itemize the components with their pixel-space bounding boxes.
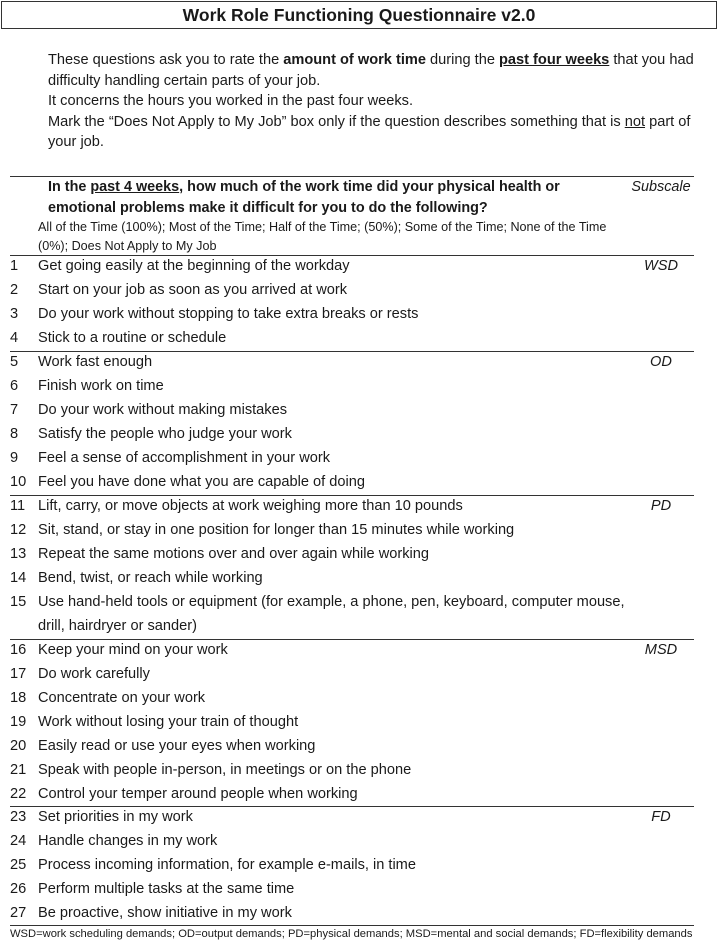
item-number: 26 [10,881,27,897]
item-number: 1 [10,258,19,274]
item-number: 17 [10,666,27,682]
item-number: 12 [10,522,27,538]
item-number: 19 [10,714,27,730]
item-text: Use hand-held tools or equipment (for example, a phone, pen, keyboard, computer mouse, drill, hairdryer or sander) [38,594,625,634]
item-number: 14 [10,570,27,586]
instruction-line-3 [48,112,713,153]
item-number: 7 [10,402,19,418]
item-number: 13 [10,546,27,562]
document-title [1,1,717,29]
item-text: Do your work without stopping to take extra breaks or rests [38,306,419,322]
text: These questions ask you to rate the [48,52,284,68]
item-text: Perform multiple tasks at the same time [38,881,295,897]
item-number: 20 [10,738,27,754]
item-text: Be proactive, show initiative in my work [38,905,292,921]
item-subscale: PD [650,498,672,514]
instruction-line-2: It concerns the hours you worked in the past four weeks. [48,93,414,110]
text: In the [48,179,91,195]
item-number: 8 [10,426,19,442]
item-text: Do your work without making mistakes [38,402,287,418]
item-number: 10 [10,474,27,490]
item-text: Speak with people in-person, in meetings or on the phone [38,762,412,778]
underlined-emphasis-text: past four weeks [499,52,610,68]
item-text: Get going easily at the beginning of the workday [38,258,350,274]
item-text: Keep your mind on your work [38,642,228,658]
response-options: All of the Time (100%); Most of the Time; Half of the Time; (50%); Some of the Time; None of the Time (0%); Does Not Apply to My Job [38,220,607,253]
text: during the [425,52,499,68]
subscale-column-header: Subscale [631,179,691,195]
item-text: Satisfy the people who judge your work [38,426,292,442]
underlined-text: past 4 weeks [90,179,180,195]
item-number: 21 [10,762,27,778]
item-number: 11 [10,498,26,514]
item-subscale: FD [651,809,671,825]
item-text: Handle changes in my work [38,833,218,849]
abbreviations-footnote: WSD=work scheduling demands; OD=output demands; PD=physical demands; MSD=mental and social demands; FD=flexibility demands [10,928,693,940]
item-text: Lift, carry, or move objects at work weighing more than 10 pounds [38,498,463,514]
instruction-line-1 [48,50,713,91]
item-number: 4 [10,330,19,346]
item-number: 2 [10,282,19,298]
item-text: Stick to a routine or schedule [38,330,227,346]
item-number: 15 [10,594,27,610]
item-subscale: MSD [644,642,678,658]
item-subscale: OD [650,354,672,370]
item-number: 3 [10,306,19,322]
group-divider [10,806,694,807]
item-number: 18 [10,690,27,706]
item-text: Bend, twist, or reach while working [38,570,263,586]
item-text: Repeat the same motions over and over again while working [38,546,430,562]
item-number: 27 [10,905,27,921]
item-text: Start on your job as soon as you arrived at work [38,282,348,298]
item-number: 16 [10,642,27,658]
item-number: 23 [10,809,27,825]
item-text: Feel you have done what you are capable of doing [38,474,365,490]
item-subscale: WSD [643,258,679,274]
item-text: Set priorities in my work [38,809,193,825]
text: Mark the “Does Not Apply to My Job” box only if the question describes something that is [48,113,625,130]
item-text: Do work carefully [38,666,150,682]
question-stem [48,177,618,218]
underlined-text: not [624,113,646,130]
group-divider [10,351,694,352]
item-number: 25 [10,857,27,873]
instructions [48,50,713,153]
divider [10,925,694,926]
item-text: Concentrate on your work [38,690,206,706]
group-divider [10,495,694,496]
item-text: Feel a sense of accomplishment in your work [38,450,331,466]
emphasis-text: amount of work time [283,52,426,68]
item-number: 6 [10,378,19,394]
text: , how much of the work time did your physical health or emotional problems make it difficult for you to do the following? [48,179,560,216]
item-text: Sit, stand, or stay in one position for longer than 15 minutes while working [38,522,515,538]
item-text: Process incoming information, for example e-mails, in time [38,857,416,873]
item-number: 22 [10,786,27,802]
group-divider [10,639,694,640]
text: that you had difficulty handling certain parts of your job. [48,52,694,89]
title-text: Work Role Functioning Questionnaire v2.0 [182,4,536,25]
item-text: Finish work on time [38,378,164,394]
item-text: Easily read or use your eyes when working [38,738,316,754]
item-number: 5 [10,354,19,370]
item-number: 24 [10,833,27,849]
item-text: Work fast enough [38,354,153,370]
text: part of your job. [48,113,691,151]
item-text: Control your temper around people when working [38,786,358,802]
item-number: 9 [10,450,19,466]
item-text: Work without losing your train of thought [38,714,299,730]
